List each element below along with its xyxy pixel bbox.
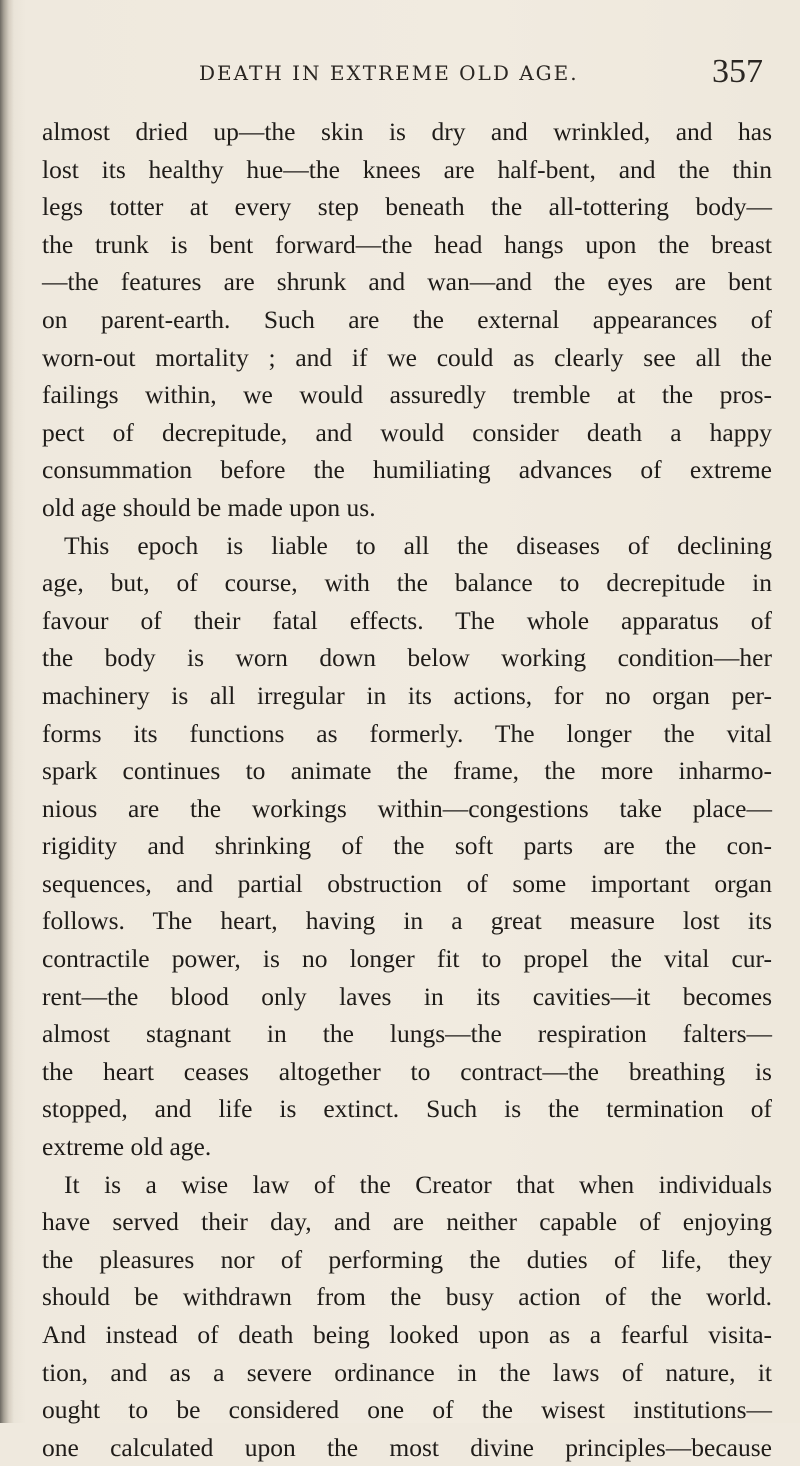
text-line: stopped, and life is extinct. Such is the termination of [42,1094,772,1124]
text-line: It is a wise law of the Creator that when individuals [64,1169,772,1199]
text-line: the body is worn down below working condition—her [42,643,772,673]
text-line: This epoch is liable to all the diseases of declining [64,530,772,560]
text-line: machinery is all irregular in its actions, for no organ per- [42,680,772,710]
text-line: almost dried up—the skin is dry and wrinkled, and has [42,117,772,146]
text-line: extreme old age. [42,1132,212,1162]
text-line: lost its healthy hue—the knees are half-bent, and the thin [42,154,772,184]
text-line: tion, and as a severe ordinance in the laws of nature, it [42,1357,772,1387]
text-line: follows. The heart, having in a great measure lost its [42,906,772,936]
text-line: rigidity and shrinking of the soft parts are the con- [42,831,772,861]
text-line: have served their day, and are neither capable of enjoying [42,1207,772,1237]
text-line: one calculated upon the most divine principles—because [42,1432,772,1462]
text-line: contractile power, is no longer fit to propel the vital cur- [42,944,772,974]
text-line: nious are the workings within—congestions take place— [42,793,772,823]
text-line: should be withdrawn from the busy action of the world. [42,1282,772,1312]
text-line: age, but, of course, with the balance to decrepitude in [42,568,772,598]
text-line: —the features are shrunk and wan—and the eyes are bent [42,267,772,297]
text-line: old age should be made upon us. [42,492,376,522]
text-line: rent—the blood only laves in its cavities—it becomes [42,981,772,1011]
page-number: 357 [712,53,763,90]
text-line: favour of their fatal effects. The whole apparatus of [42,605,772,635]
text-line: pect of decrepitude, and would consider death a happy [42,417,772,447]
text-line: forms its functions as formerly. The longer the vital [42,718,772,748]
text-line: the pleasures nor of performing the duties of life, they [42,1244,772,1274]
text-line: consummation before the humiliating advances of extreme [42,455,772,485]
text-line: spark continues to animate the frame, the more inharmo- [42,756,772,786]
running-head-title: DEATH IN EXTREME OLD AGE. [199,61,579,85]
text-line: sequences, and partial obstruction of some important organ [42,868,772,898]
text-line: And instead of death being looked upon as a fearful visita- [42,1320,772,1349]
text-line: almost stagnant in the lungs—the respiration falters— [42,1019,772,1049]
text-line: on parent-earth. Such are the external appearances of [42,304,772,334]
text-line: failings within, we would assuredly tremble at the pros- [42,380,772,410]
text-line: legs totter at every step beneath the all-tottering body— [42,192,772,222]
text-line: the heart ceases altogether to contract—the breathing is [42,1056,772,1086]
text-line: the trunk is bent forward—the head hangs upon the breast [42,229,772,259]
text-line: worn-out mortality ; and if we could as clearly see all the [42,342,772,372]
page-binding-edge [0,0,14,1423]
text-line: ought to be considered one of the wisest institutions— [42,1395,772,1425]
body-text [42,113,772,1466]
